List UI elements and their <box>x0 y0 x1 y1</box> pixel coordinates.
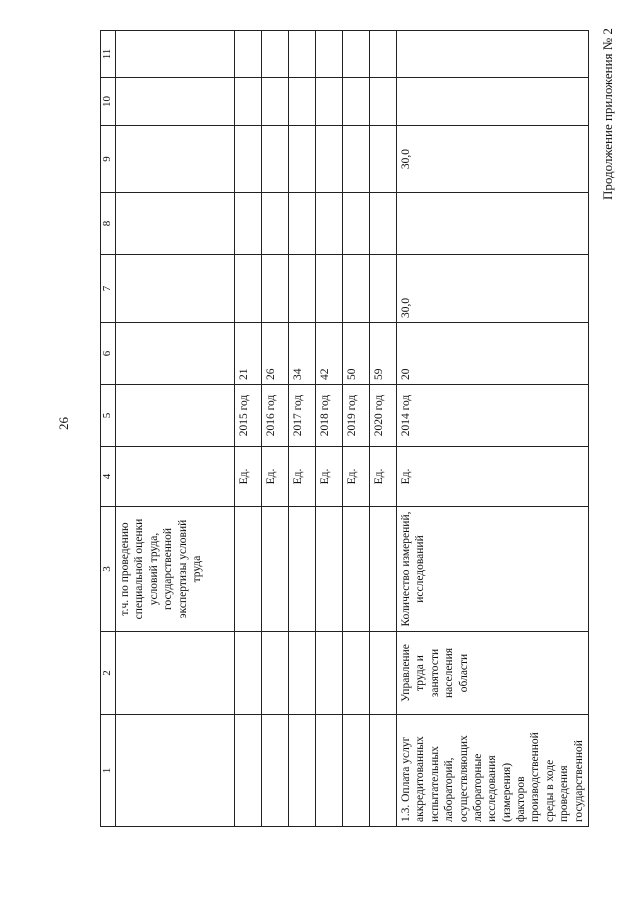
value-cell: 59 <box>370 323 397 385</box>
table-cell <box>370 632 397 715</box>
table-cell <box>116 193 235 255</box>
table-cell <box>370 193 397 255</box>
table-cell <box>116 78 235 126</box>
item-description-cell: 1.3. Оплата услуг аккредитованных испытательных лабораторий, осуществляющих лабораторные исследования (измерения) факторов производственной среды в ходе проведения государственной <box>397 715 589 827</box>
table-cell <box>116 632 235 715</box>
unit-cell: Ед. <box>316 447 343 507</box>
table-cell <box>316 507 343 632</box>
table-cell <box>235 126 262 193</box>
table-cell <box>343 255 370 323</box>
table-row <box>316 31 343 827</box>
table-cell <box>262 126 289 193</box>
table-cell <box>370 78 397 126</box>
column-number: 7 <box>101 255 116 323</box>
table-cell <box>289 78 316 126</box>
table-cell <box>370 31 397 78</box>
table-cell <box>370 255 397 323</box>
unit-cell: Ед. <box>289 447 316 507</box>
table-cell <box>262 255 289 323</box>
table-cell <box>316 193 343 255</box>
table-cell <box>116 255 235 323</box>
page-number: 26 <box>56 417 71 430</box>
table-cell <box>262 632 289 715</box>
unit-cell: Ед. <box>262 447 289 507</box>
table-row <box>343 31 370 827</box>
table-cell <box>289 632 316 715</box>
table-row <box>289 31 316 827</box>
value-cell: 26 <box>262 323 289 385</box>
table-cell <box>235 78 262 126</box>
table-cell <box>316 715 343 827</box>
value-cell: 34 <box>289 323 316 385</box>
table-cell <box>262 31 289 78</box>
funding-cell: 30,0 <box>397 126 589 193</box>
year-cell: 2015 год <box>235 385 262 447</box>
table-cell <box>316 126 343 193</box>
table-cell <box>316 31 343 78</box>
unit-cell: Ед. <box>343 447 370 507</box>
table-cell <box>289 193 316 255</box>
appendix-table <box>100 30 589 827</box>
table-cell <box>289 31 316 78</box>
year-cell: 2019 год <box>343 385 370 447</box>
column-number: 5 <box>101 385 116 447</box>
table-cell <box>316 632 343 715</box>
appendix-continuation-note: Продолжение приложения № 2 <box>600 28 615 200</box>
table-cell <box>262 193 289 255</box>
table-cell <box>289 126 316 193</box>
table-cell <box>316 255 343 323</box>
column-number: 6 <box>101 323 116 385</box>
year-cell: 2014 год <box>397 385 589 447</box>
rotated-table-container <box>100 31 585 827</box>
table-cell <box>343 78 370 126</box>
table-cell <box>343 193 370 255</box>
table-cell <box>235 193 262 255</box>
value-cell: 42 <box>316 323 343 385</box>
table-cell <box>370 507 397 632</box>
table-cell <box>116 323 235 385</box>
column-number: 3 <box>101 507 116 632</box>
column-number: 11 <box>101 31 116 78</box>
value-cell: 50 <box>343 323 370 385</box>
column-number: 9 <box>101 126 116 193</box>
table-cell <box>262 715 289 827</box>
table-row <box>262 31 289 827</box>
column-number: 1 <box>101 715 116 827</box>
table-row <box>235 31 262 827</box>
table-cell <box>343 126 370 193</box>
table-cell: т.ч. по проведению специальной оценки условий труда, государственной экспертизы условий труда <box>116 507 235 632</box>
table-cell <box>343 31 370 78</box>
year-cell: 2016 год <box>262 385 289 447</box>
funding-cell: 30,0 <box>397 255 589 323</box>
table-cell <box>235 507 262 632</box>
table-cell <box>289 507 316 632</box>
funding-cell <box>397 193 589 255</box>
table-cell <box>343 632 370 715</box>
table-cell <box>316 78 343 126</box>
table-cell <box>235 31 262 78</box>
responsible-party-cell: Управление труда и занятости населения области <box>397 632 589 715</box>
table-cell <box>116 126 235 193</box>
year-cell: 2018 год <box>316 385 343 447</box>
table-cell <box>116 715 235 827</box>
table-row <box>116 31 235 827</box>
unit-cell: Ед. <box>397 447 589 507</box>
year-cell: 2017 год <box>289 385 316 447</box>
column-number: 4 <box>101 447 116 507</box>
column-number: 8 <box>101 193 116 255</box>
year-cell: 2020 год <box>370 385 397 447</box>
table-cell <box>370 715 397 827</box>
table-row-item-1-3 <box>397 31 589 827</box>
table-cell <box>370 126 397 193</box>
table-row <box>370 31 397 827</box>
table-cell <box>116 385 235 447</box>
column-number: 10 <box>101 78 116 126</box>
table-cell <box>289 255 316 323</box>
column-number-row <box>101 31 116 827</box>
table-cell <box>235 632 262 715</box>
table-cell <box>262 78 289 126</box>
indicator-name-cell: Количество измерений, исследований <box>397 507 589 632</box>
column-number: 2 <box>101 632 116 715</box>
value-cell: 21 <box>235 323 262 385</box>
table-cell <box>343 715 370 827</box>
funding-cell <box>397 78 589 126</box>
unit-cell: Ед. <box>370 447 397 507</box>
table-cell <box>116 447 235 507</box>
value-cell: 20 <box>397 323 589 385</box>
funding-cell <box>397 31 589 78</box>
table-cell <box>289 715 316 827</box>
table-cell <box>262 507 289 632</box>
unit-cell: Ед. <box>235 447 262 507</box>
table-cell <box>116 31 235 78</box>
table-cell <box>235 715 262 827</box>
table-cell <box>343 507 370 632</box>
table-cell <box>235 255 262 323</box>
